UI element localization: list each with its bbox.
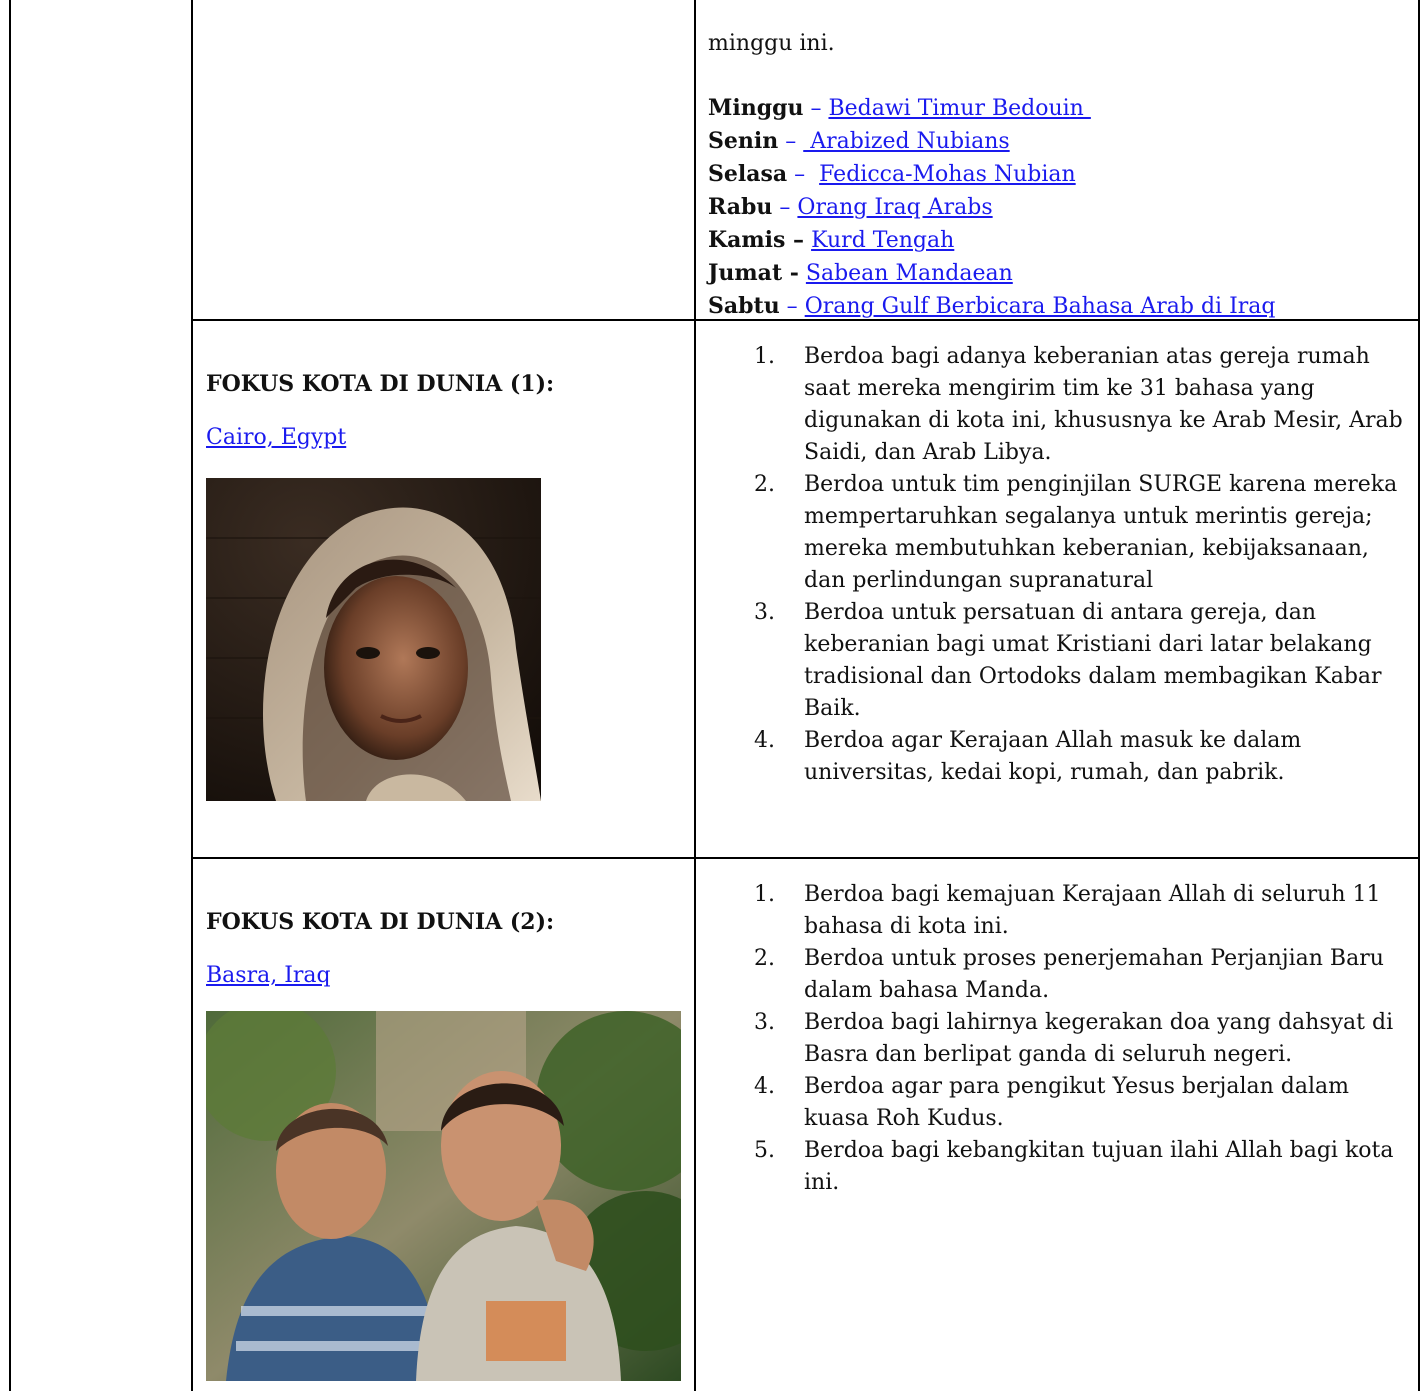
prayer-number: 1. bbox=[754, 344, 775, 369]
city2-left-cell bbox=[206, 906, 686, 992]
column-divider-1 bbox=[191, 0, 193, 1391]
intro-tail-text: minggu ini. bbox=[708, 31, 835, 56]
city2-prayer-cell bbox=[708, 879, 1408, 1199]
prayer-item bbox=[708, 1135, 1408, 1199]
city1-link[interactable]: Cairo, Egypt bbox=[206, 425, 347, 450]
day-label: Kamis – bbox=[708, 227, 805, 253]
people-group-link[interactable]: Kurd Tengah bbox=[811, 228, 955, 253]
prayer-text: Berdoa bagi kebangkitan tujuan ilahi Allah bagi kota ini. bbox=[804, 1138, 1394, 1195]
day-row bbox=[708, 224, 1408, 257]
people-group-link[interactable]: Sabean Mandaean bbox=[805, 261, 1013, 286]
day-label: Selasa bbox=[708, 161, 788, 187]
day-row bbox=[708, 158, 1408, 191]
prayer-text: Berdoa untuk tim penginjilan SURGE karena mereka mempertaruhkan segalanya untuk merintis gereja; mereka membutuhkan keberanian, kebijaksanaan, dan perlindungan supranatural bbox=[804, 472, 1398, 593]
day-separator bbox=[804, 228, 811, 253]
table-border-right bbox=[1418, 0, 1420, 1391]
day-separator: – bbox=[787, 162, 820, 187]
day-label: Minggu bbox=[708, 95, 804, 121]
day-label: Senin bbox=[708, 128, 779, 154]
day-label: Rabu bbox=[708, 194, 773, 220]
people-group-link[interactable]: Orang Gulf Berbicara Bahasa Arab di Iraq bbox=[804, 294, 1276, 319]
prayer-item bbox=[708, 725, 1408, 789]
city2-link[interactable]: Basra, Iraq bbox=[206, 963, 331, 988]
prayer-text: Berdoa bagi lahirnya kegerakan doa yang dahsyat di Basra dan berlipat ganda di seluruh negeri. bbox=[804, 1010, 1394, 1067]
day-row bbox=[708, 92, 1408, 125]
prayer-text: Berdoa untuk persatuan di antara gereja, dan keberanian bagi umat Kristiani dari latar belakang tradisional dan Ortodoks dalam membagikan Kabar Baik. bbox=[804, 600, 1382, 721]
prayer-item bbox=[708, 597, 1408, 725]
prayer-number: 1. bbox=[754, 882, 775, 907]
day-separator: – bbox=[803, 96, 829, 121]
day-separator: – bbox=[772, 195, 798, 220]
day-row bbox=[708, 257, 1408, 290]
city1-prayer-cell bbox=[708, 341, 1408, 789]
prayer-item bbox=[708, 469, 1408, 597]
table-border-left bbox=[9, 0, 11, 1391]
prayer-number: 4. bbox=[754, 728, 775, 753]
girl-portrait-image bbox=[206, 478, 541, 801]
prayer-item bbox=[708, 879, 1408, 943]
prayer-text: Berdoa bagi kemajuan Kerajaan Allah di seluruh 11 bahasa di kota ini. bbox=[804, 882, 1381, 939]
day-separator: – bbox=[779, 294, 805, 319]
people-group-link[interactable]: Orang Iraq Arabs bbox=[797, 195, 993, 220]
city2-photo-boys bbox=[206, 1011, 681, 1381]
day-row bbox=[708, 191, 1408, 224]
people-group-link[interactable]: Bedawi Timur Bedouin bbox=[828, 96, 1091, 121]
row-divider-2 bbox=[191, 857, 1420, 859]
city1-heading: FOKUS KOTA DI DUNIA (1): bbox=[206, 371, 555, 397]
prayer-number: 3. bbox=[754, 600, 775, 625]
prayer-item bbox=[708, 1007, 1408, 1071]
prayer-number: 4. bbox=[754, 1074, 775, 1099]
weekly-people-groups bbox=[708, 28, 1408, 323]
prayer-number: 3. bbox=[754, 1010, 775, 1035]
prayer-number: 2. bbox=[754, 946, 775, 971]
day-row bbox=[708, 290, 1408, 323]
prayer-text: Berdoa bagi adanya keberanian atas gereja rumah saat mereka mengirim tim ke 31 bahasa yang digunakan di kota ini, khususnya ke Arab Mesir, Arab Saidi, dan Arab Libya. bbox=[804, 344, 1403, 465]
day-row bbox=[708, 125, 1408, 158]
day-label: Sabtu bbox=[708, 293, 780, 319]
prayer-number: 5. bbox=[754, 1138, 775, 1163]
prayer-item bbox=[708, 341, 1408, 469]
prayer-text: Berdoa untuk proses penerjemahan Perjanjian Baru dalam bahasa Manda. bbox=[804, 946, 1384, 1003]
prayer-item bbox=[708, 1071, 1408, 1135]
city1-photo-girl bbox=[206, 478, 541, 801]
boys-portrait-image bbox=[206, 1011, 681, 1381]
city2-heading: FOKUS KOTA DI DUNIA (2): bbox=[206, 909, 555, 935]
day-label: Jumat - bbox=[708, 260, 799, 286]
prayer-text: Berdoa agar para pengikut Yesus berjalan dalam kuasa Roh Kudus. bbox=[804, 1074, 1349, 1131]
people-group-link[interactable]: Arabized Nubians bbox=[803, 129, 1010, 154]
day-separator: – bbox=[778, 129, 804, 154]
day-separator bbox=[799, 261, 806, 286]
prayer-number: 2. bbox=[754, 472, 775, 497]
prayer-text: Berdoa agar Kerajaan Allah masuk ke dalam universitas, kedai kopi, rumah, dan pabrik. bbox=[804, 728, 1302, 785]
day-list bbox=[708, 92, 1408, 323]
city1-prayer-list bbox=[708, 341, 1408, 789]
column-divider-2 bbox=[694, 0, 696, 1391]
city2-prayer-list bbox=[708, 879, 1408, 1199]
people-group-link[interactable]: Fedicca-Mohas Nubian bbox=[819, 162, 1076, 187]
prayer-item bbox=[708, 943, 1408, 1007]
city1-left-cell bbox=[206, 368, 686, 454]
